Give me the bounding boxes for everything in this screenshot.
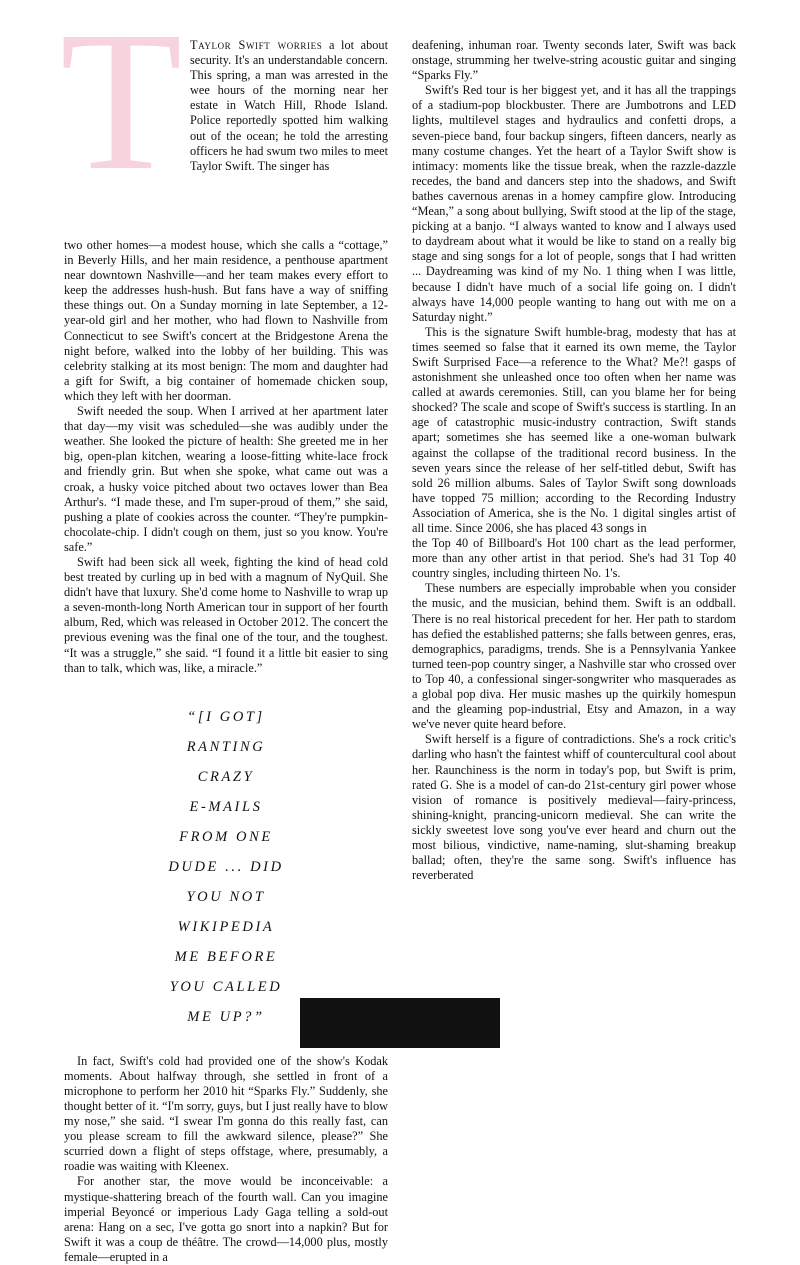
- paragraph-4: In fact, Swift's cold had provided one of the show's Kodak moments. About halfway through, she settled in front of a microphone to perform her 2010 hit “Sparks Fly.” Suddenly, she thought better of it. “I'm sorry, guys, but I just really have to blow my nose,” she said. “I swear I'm gonna do this really fast, can you please scream to fill the awkward silence, please?” She scurried down a flight of steps offstage, where, presumably, a roadie was waiting with Kleenex.: [64, 1053, 388, 1174]
- lead-rest: a lot about security. It's an understandable concern. This spring, a man was arrested in the wee hours of the morning near her estate in Watch Hill, Rhode Island. Police reportedly spotted him walking out of the ocean; he told the arresting officers he had swum two miles to meet Taylor Swift. The singer has: [190, 38, 389, 173]
- article-columns: [60, 0, 736, 1264]
- drop-cap-letter: T: [60, 0, 183, 212]
- lead-paragraph: [190, 38, 388, 174]
- column-left: [60, 0, 389, 1264]
- paragraph-3: Swift had been sick all week, fighting the kind of head cold best treated by curling up in bed with a magnum of NyQuil. She didn't have that luxury. She'd come home to Nashville to wrap up a seven-month-long North American tour in support of her fourth album, Red, which was released in October 2012. The concert the previous evening was the final one of the tour, and the toughest. “It was a struggle,” she said. “I found it a little bit easier to sing than to talk, which was, like, a miracle.”: [64, 554, 388, 675]
- pull-quote-line-1: “[I GOT]: [187, 708, 265, 725]
- paragraph-7: Swift's Red tour is her biggest yet, and it has all the trappings of a stadium-pop blockbuster. There are Jumbotrons and LED lights, multilevel stages and hydraulics and confetti drops, a seven-piece band, four backup singers, fifteen dancers, nearly as many costume changes. Yet the heart of a Taylor Swift show is intimacy: moments like the tissue break, when the razzle-dazzle recedes, the band and dancers step into the shadows, and Swift bathes cavernous arenas in a homey campfire glow. Introducing “Mean,” a song about bullying, Swift stood at the lip of the stage, picking at a banjo. “I always wanted to know and I always used to daydream about what it would be like to stand on a really big stage and sing songs for a lot of people, songs that I had written ... Daydreaming was kind of my No. 1 thing when I was little, because I didn't have much of a social life going on. I didn't always have 14,000 people wanting to hang out with me on a Saturday night.”: [412, 83, 736, 324]
- pull-quote-line-8: WIKIPEDIA: [177, 918, 275, 935]
- pull-quote-line-7: YOU NOT: [186, 888, 266, 905]
- pull-quote-line-9: ME BEFORE: [174, 948, 278, 965]
- lead-smallcaps: Taylor Swift worries: [190, 38, 323, 52]
- column-right: [412, 38, 736, 988]
- paragraph-6: deafening, inhuman roar. Twenty seconds later, Swift was back onstage, strumming her twelve-string acoustic guitar and singing “Sparks Fly.”: [412, 38, 736, 83]
- paragraph-8: This is the signature Swift humble-brag, modesty that has at times seemed so false that it earned its own meme, the Taylor Swift Surprised Face—a reference to the What? Me?! gasps of astonishment she unleashed once too often when her name was called at awards ceremonies. Still, can you blame her for being shocked? The scale and scope of Swift's success is startling. In an age of catastrophic music-industry contraction, Swift stands apart; sometimes she has seemed like a one-woman bulwark against the collapse of the traditional record business. In the seven years since the release of her self-titled debut, Swift has sold 26 million albums. Sales of Taylor Swift song downloads have topped 75 million; according to the Recording Industry Association of America, she is the No. 1 digital singles artist of all time. Since 2006, she has placed 43 songs in: [412, 324, 736, 535]
- pull-quote-line-11: ME UP?”: [187, 1008, 265, 1025]
- lead-paragraph-block: [190, 38, 388, 174]
- pull-quote-line-5: FROM ONE: [179, 828, 273, 845]
- footer-black-block: [300, 998, 500, 1048]
- paragraph-5: For another star, the move would be inconceivable: a mystique-shattering breach of the fourth wall. Can you imagine imperial Beyoncé or imperious Lady Gaga telling a sold-out arena: Hang on a sec, I've gotta go snort into a napkin? But for Swift it was a coup de théâtre. The crowd—14,000 plus, mostly female—erupted in a: [64, 1174, 388, 1264]
- paragraph-9: the Top 40 of Billboard's Hot 100 chart as the lead performer, more than any other artist in that period. She's had 31 Top 40 country singles, including thirteen No. 1's.: [412, 536, 736, 581]
- paragraph-10: These numbers are especially improbable when you consider the music, and the musician, behind them. Swift is an oddball. There is no real historical precedent for her. Her path to stardom has defied the established patterns; she falls between genres, eras, demographics, paradigms, trends. She is a Pennsylvania Yankee turned teen-pop country singer, a Nashville star who crossed over to Top 40, a confessional singer-songwriter who masquerades as a global pop diva. Her music mashes up the quirkily homespun and the gleaming pop-industrial, Etsy and Amazon, in a way we've never quite heard before.: [412, 581, 736, 732]
- paragraph-2: Swift needed the soup. When I arrived at her apartment later that day—my visit was scheduled—she was audibly under the weather. She looked the picture of health: She greeted me in her big, open-plan kitchen, wearing a loose-fitting white-lace frock and friendly grin. But when she spoke, what came out was a croak, a husky voice pitched about two octaves lower than Bea Arthur's. “I made these, and I'm super-proud of them,” she said, pushing a plate of cookies across the counter. “They're pumpkin-chocolate-chip. I didn't cough on them, just so you know. You're safe.”: [64, 404, 388, 554]
- pull-quote-line-10: YOU CALLED: [169, 978, 283, 995]
- pull-quote-line-4: E-MAILS: [189, 798, 263, 815]
- pull-quote: [64, 702, 388, 1032]
- pull-quote-line-3: CRAZY: [197, 768, 255, 785]
- drop-cap-block: [60, 0, 389, 238]
- pull-quote-line-2: RANTING: [186, 738, 266, 755]
- paragraph-1: two other homes—a modest house, which she calls a “cottage,” in Beverly Hills, and her main residence, a penthouse apartment near downtown Nashville—and her team makes every effort to keep the addresses hush-hush. But fans have a way of sniffing these things out. On a Sunday morning in late September, a 12-year-old girl and her mother, who had flown to Nashville from Connecticut to see Swift's concert at the Bridgestone Arena the night before, walked into the lobby of her building. This was celebrity stalking at its most benign: The mom and daughter had a gift for Swift, a big container of homemade chicken soup, which they left with her doorman.: [64, 238, 388, 403]
- paragraph-11: Swift herself is a figure of contradictions. She's a rock critic's darling who hasn't the faintest whiff of countercultural cool about her. Raunchiness is the norm in today's pop, but Swift is prim, rated G. She is a model of can-do 21st-century girl power whose vision of romance is positively medieval—fairy-princess, shining-knight, prancing-unicorn medieval. She can write the sickly sweetest love song you've ever heard and churn out the most bilious, vindictive, name-naming, slut-shaming breakup ballad; often, they're the same song. Swift's influence has reverberated: [412, 732, 736, 883]
- pull-quote-line-6: DUDE ... DID: [168, 858, 284, 875]
